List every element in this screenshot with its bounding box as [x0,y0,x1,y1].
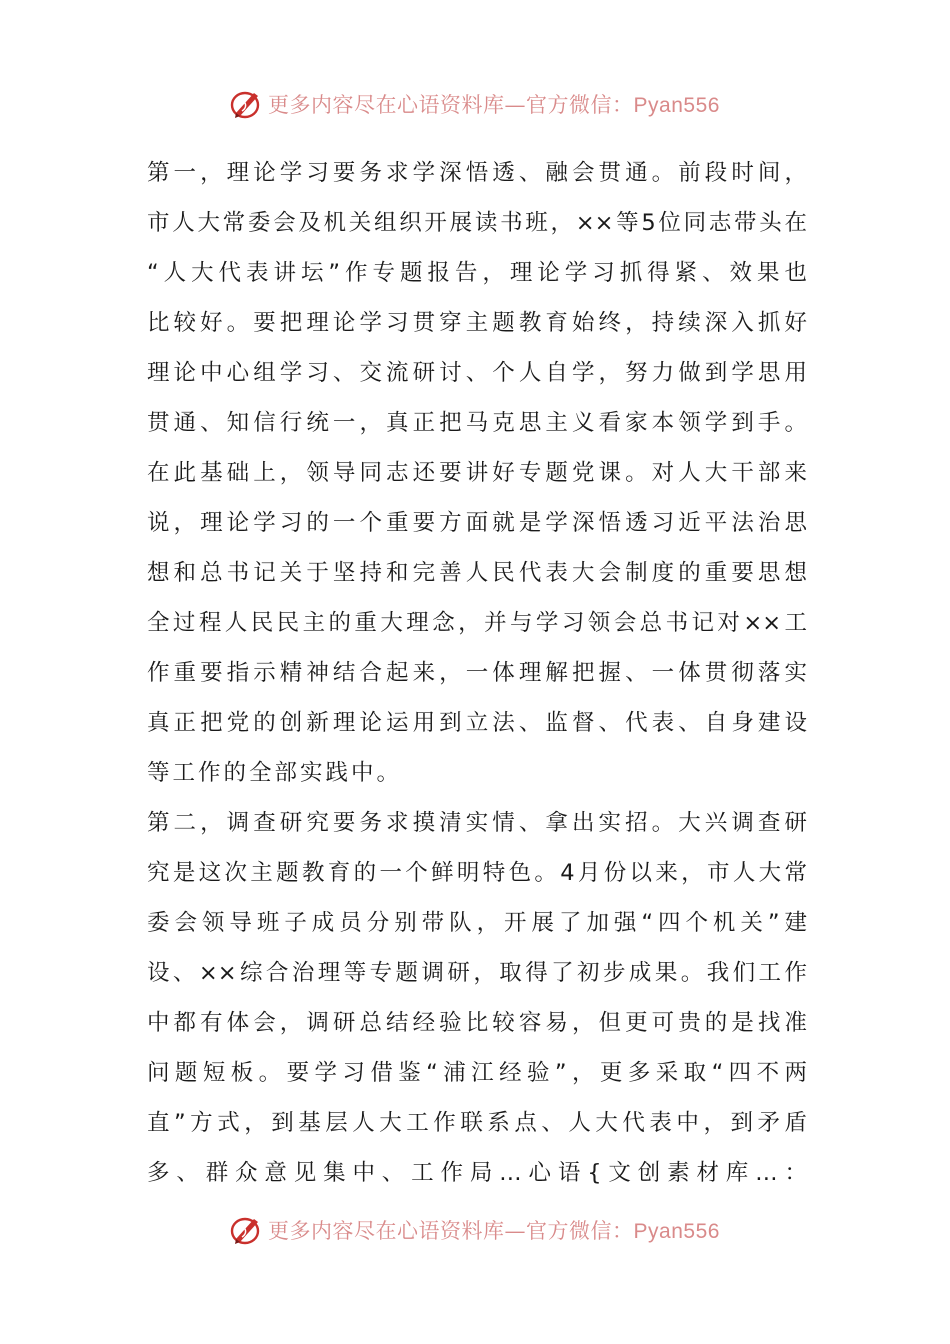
body-line: 委会领导班子成员分别带队，开展了加强“四个机关”建 [147,910,807,936]
body-line: 问题短板。要学习借鉴“浦江经验”，更多采取“四不两 [147,1060,807,1086]
watermark-text: 更多内容尽在心语资料库—官方微信：Pyan556 [268,1219,720,1243]
body-line: 作重要指示精神结合起来，一体理解把握、一体贯彻落实 [147,660,807,686]
body-line: 设、××综合治理等专题调研，取得了初步成果。我们工作 [147,960,807,986]
body-line: “人大代表讲坛”作专题报告，理论学习抓得紧、效果也 [147,260,807,286]
document-body [147,148,807,1198]
body-line: 中都有体会，调研总结经验比较容易，但更可贵的是找准 [147,1010,807,1036]
body-line: 理论中心组学习、交流研讨、个人自学，努力做到学思用 [147,360,807,386]
body-line: 第二，调查研究要务求摸清实情、拿出实招。大兴调查研 [147,810,807,836]
body-line: 等工作的全部实践中。 [147,760,403,786]
pen-logo-icon [230,1213,264,1247]
body-line: 多、群众意见集中、工作局…心语{文创素材库…： [147,1160,807,1186]
body-line: 全过程人民民主的重大理念，并与学习领会总书记对××工 [147,610,807,636]
wechat-id: Pyan556 [633,1220,720,1243]
body-line: 比较好。要把理论学习贯穿主题教育始终，持续深入抓好 [147,310,807,336]
watermark-text: 更多内容尽在心语资料库—官方微信：Pyan556 [268,93,720,117]
body-line: 贯通、知信行统一，真正把马克思主义看家本领学到手。 [147,410,807,436]
watermark-header [0,84,950,124]
body-line: 直”方式，到基层人大工作联系点、人大代表中，到矛盾 [147,1110,807,1136]
body-line: 想和总书记关于坚持和完善人民代表大会制度的重要思想 [147,560,807,586]
body-line: 说，理论学习的一个重要方面就是学深悟透习近平法治思 [147,510,807,536]
body-line: 在此基础上，领导同志还要讲好专题党课。对人大干部来 [147,460,807,486]
wechat-id: Pyan556 [633,94,720,117]
watermark-footer [0,1210,950,1250]
body-line: 市人大常委会及机关组织开展读书班，××等5位同志带头在 [147,210,807,236]
body-line: 究是这次主题教育的一个鲜明特色。4月份以来，市人大常 [147,860,807,886]
body-line: 真正把党的创新理论运用到立法、监督、代表、自身建设 [147,710,807,736]
pen-logo-icon [230,87,264,121]
body-line: 第一，理论学习要务求学深悟透、融会贯通。前段时间， [147,160,807,186]
